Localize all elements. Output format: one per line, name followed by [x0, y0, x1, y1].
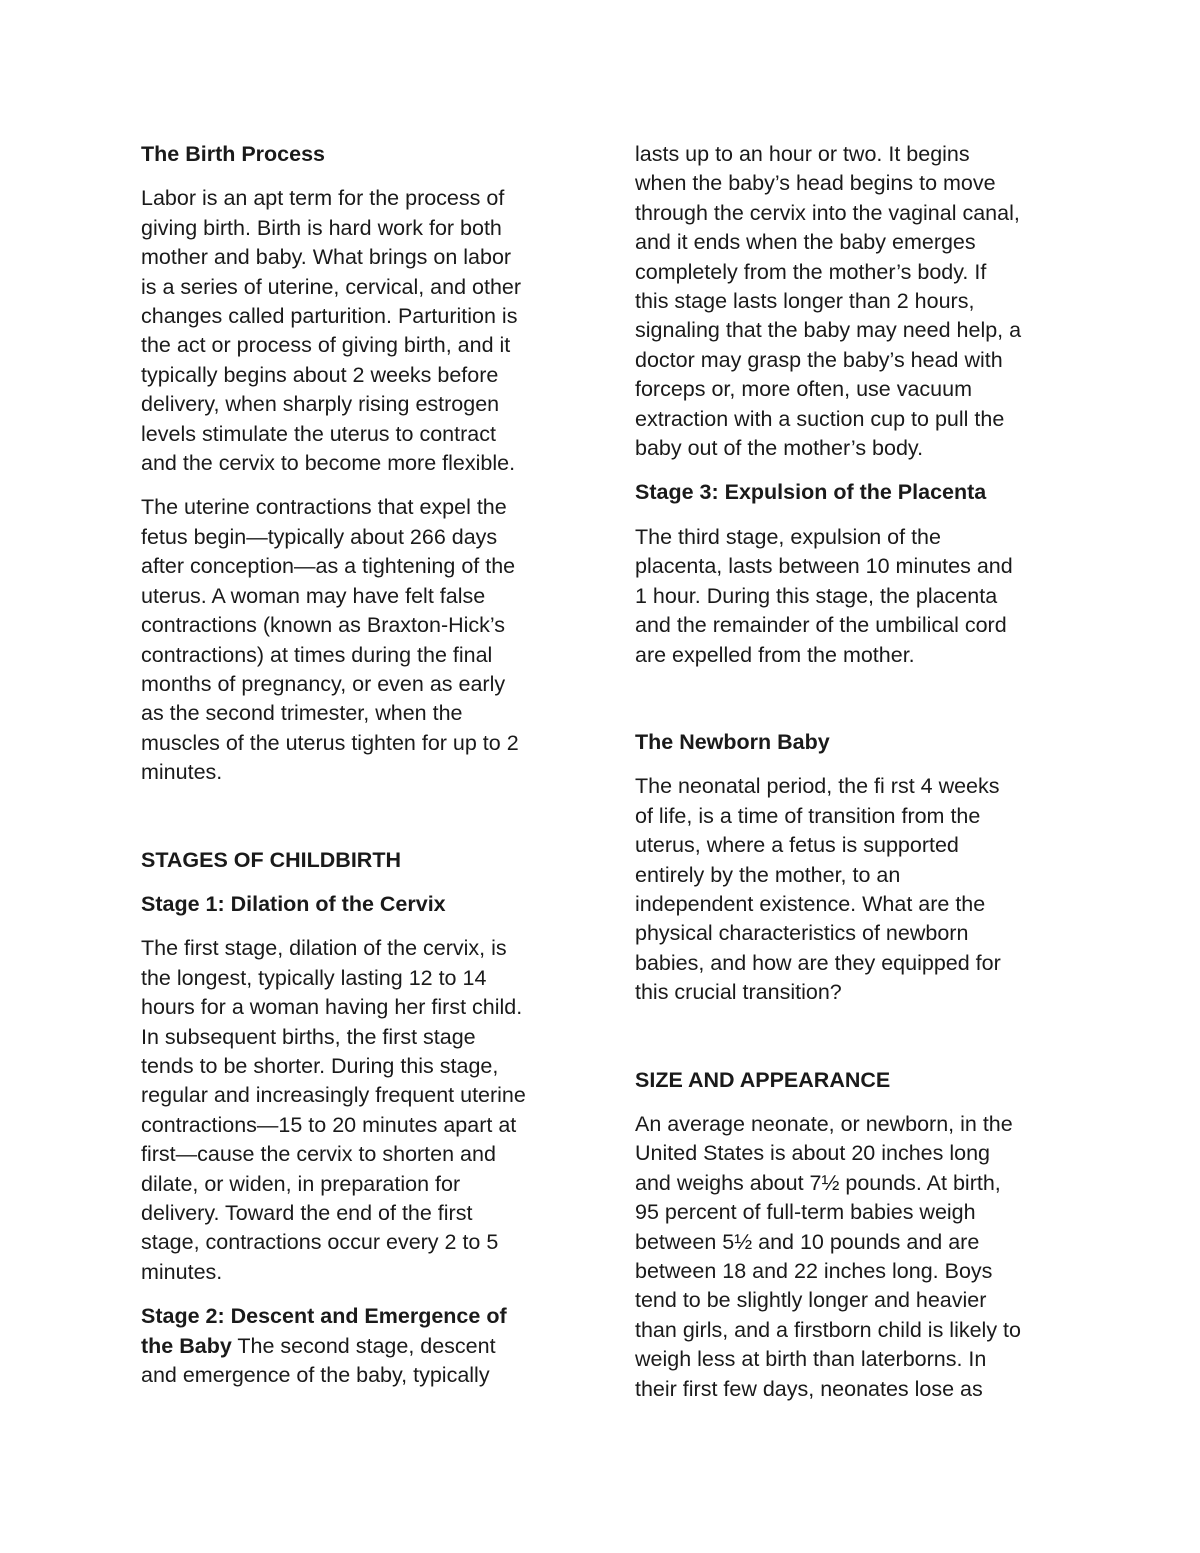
text-line: The neonatal period, the fi rst 4 weeks	[635, 774, 1000, 799]
birth-process-paragraph-1	[141, 184, 581, 478]
text-line: minutes.	[141, 760, 223, 785]
text-line: placenta, lasts between 10 minutes and	[635, 554, 1013, 579]
text-line: The third stage, expulsion of the	[635, 524, 941, 549]
text-line	[141, 1332, 581, 1361]
stage-1-paragraph	[141, 934, 581, 1287]
text-line: delivery, when sharply rising estrogen	[141, 392, 500, 417]
text-line: entirely by the mother, to an	[635, 862, 901, 887]
text-line: is a series of uterine, cervical, and other	[141, 274, 522, 299]
text-line: changes called parturition. Parturition is	[141, 304, 518, 329]
stages-of-childbirth-heading: STAGES OF CHILDBIRTH	[141, 847, 401, 872]
text-line: In subsequent births, the first stage	[141, 1024, 476, 1049]
text-line: signaling that the baby may need help, a	[635, 318, 1022, 343]
text-line: 1 hour. During this stage, the placenta	[635, 583, 998, 608]
text-line: and weighs about 7½ pounds. At birth,	[635, 1170, 1001, 1195]
birth-process-paragraph-2	[141, 493, 581, 787]
text-line: mother and baby. What brings on labor	[141, 245, 512, 270]
text-line: lasts up to an hour or two. It begins	[635, 142, 970, 166]
text-line: tends to be shorter. During this stage,	[141, 1053, 499, 1078]
text-line: dilate, or widen, in preparation for	[141, 1171, 461, 1196]
text-line: giving birth. Birth is hard work for both	[141, 215, 502, 240]
text-line: typically begins about 2 weeks before	[141, 362, 499, 387]
text-line: contractions (known as Braxton-Hick’s	[141, 613, 506, 638]
text-line: than girls, and a firstborn child is likely to	[635, 1317, 1021, 1342]
text-line: baby out of the mother’s body.	[635, 436, 924, 461]
text-line: levels stimulate the uterus to contract	[141, 421, 496, 446]
text-line: fetus begin—typically about 266 days	[141, 524, 498, 549]
text-line: first—cause the cervix to shorten and	[141, 1142, 496, 1167]
text-line: delivery. Toward the end of the first	[141, 1201, 473, 1225]
text-line: when the baby’s head begins to move	[635, 171, 996, 196]
left-column	[141, 140, 581, 1390]
stage-3-heading: Stage 3: Expulsion of the Placenta	[635, 480, 987, 505]
text-line: through the cervix into the vaginal canal,	[635, 200, 1020, 225]
text-line: contractions) at times during the final	[141, 642, 493, 667]
stage-2-continued-paragraph	[635, 140, 1075, 463]
text-line: 95 percent of full-term babies weigh	[635, 1200, 976, 1225]
stage-2-heading: Stage 2: Descent and Emergence of	[141, 1304, 507, 1329]
text-line: as the second trimester, when the	[141, 701, 463, 726]
text-line: physical characteristics of newborn	[635, 921, 969, 946]
text-line: extraction with a suction cup to pull the	[635, 406, 1005, 431]
text-line: and emergence of the baby, typically	[141, 1363, 490, 1388]
text-line: The first stage, dilation of the cervix, is	[141, 936, 507, 961]
text-line: Labor is an apt term for the process of	[141, 186, 505, 211]
text-line: between 5½ and 10 pounds and are	[635, 1229, 980, 1254]
text-line: are expelled from the mother.	[635, 642, 915, 667]
text-line: weigh less at birth than laterborns. In	[635, 1347, 987, 1372]
text-line: hours for a woman having her first child.	[141, 995, 523, 1020]
text-line: the act or process of giving birth, and it	[141, 333, 511, 358]
text-line: their first few days, neonates lose as	[635, 1376, 983, 1401]
text-line: forceps or, more often, use vacuum	[635, 377, 972, 402]
birth-process-heading: The Birth Process	[141, 142, 325, 166]
stage-2-paragraph	[141, 1302, 581, 1390]
size-appearance-paragraph	[635, 1110, 1075, 1404]
text-line: minutes.	[141, 1259, 223, 1284]
text-line: between 18 and 22 inches long. Boys	[635, 1259, 993, 1283]
right-column	[635, 140, 1075, 1404]
text-line: babies, and how are they equipped for	[635, 950, 1001, 975]
text-line: after conception—as a tightening of the	[141, 554, 516, 579]
text-line: doctor may grasp the baby’s head with	[635, 347, 1003, 372]
text-line: United States is about 20 inches long	[635, 1141, 990, 1166]
text-line: the longest, typically lasting 12 to 14	[141, 965, 487, 990]
text-line: this stage lasts longer than 2 hours,	[635, 289, 975, 314]
text-line: this crucial transition?	[635, 980, 842, 1005]
stage-3-paragraph	[635, 523, 1075, 670]
newborn-paragraph	[635, 772, 1075, 1007]
stage-1-heading: Stage 1: Dilation of the Cervix	[141, 891, 446, 916]
text-line: An average neonate, or newborn, in the	[635, 1111, 1013, 1136]
text-line: months of pregnancy, or even as early	[141, 671, 506, 696]
text-line: The uterine contractions that expel the	[141, 495, 507, 520]
text-line: regular and increasingly frequent uterine	[141, 1083, 526, 1108]
size-appearance-heading: SIZE AND APPEARANCE	[635, 1067, 891, 1092]
text-line: uterus, where a fetus is supported	[635, 833, 959, 858]
text-line: contractions—15 to 20 minutes apart at	[141, 1112, 517, 1137]
text-line: and it ends when the baby emerges	[635, 230, 976, 255]
stage-2-text: The second stage, descent	[231, 1333, 496, 1358]
text-line: uterus. A woman may have felt false	[141, 583, 486, 608]
text-line: muscles of the uterus tighten for up to 2	[141, 730, 519, 755]
text-line: of life, is a time of transition from the	[635, 803, 981, 828]
stage-2-heading-end: the Baby	[141, 1333, 232, 1358]
text-line: and the cervix to become more flexible.	[141, 451, 516, 476]
text-line: stage, contractions occur every 2 to 5	[141, 1230, 499, 1255]
text-line: tend to be slightly longer and heavier	[635, 1288, 987, 1313]
text-line: and the remainder of the umbilical cord	[635, 613, 1007, 638]
newborn-baby-heading: The Newborn Baby	[635, 729, 830, 754]
text-line: completely from the mother’s body. If	[635, 259, 987, 284]
text-line: independent existence. What are the	[635, 891, 986, 916]
